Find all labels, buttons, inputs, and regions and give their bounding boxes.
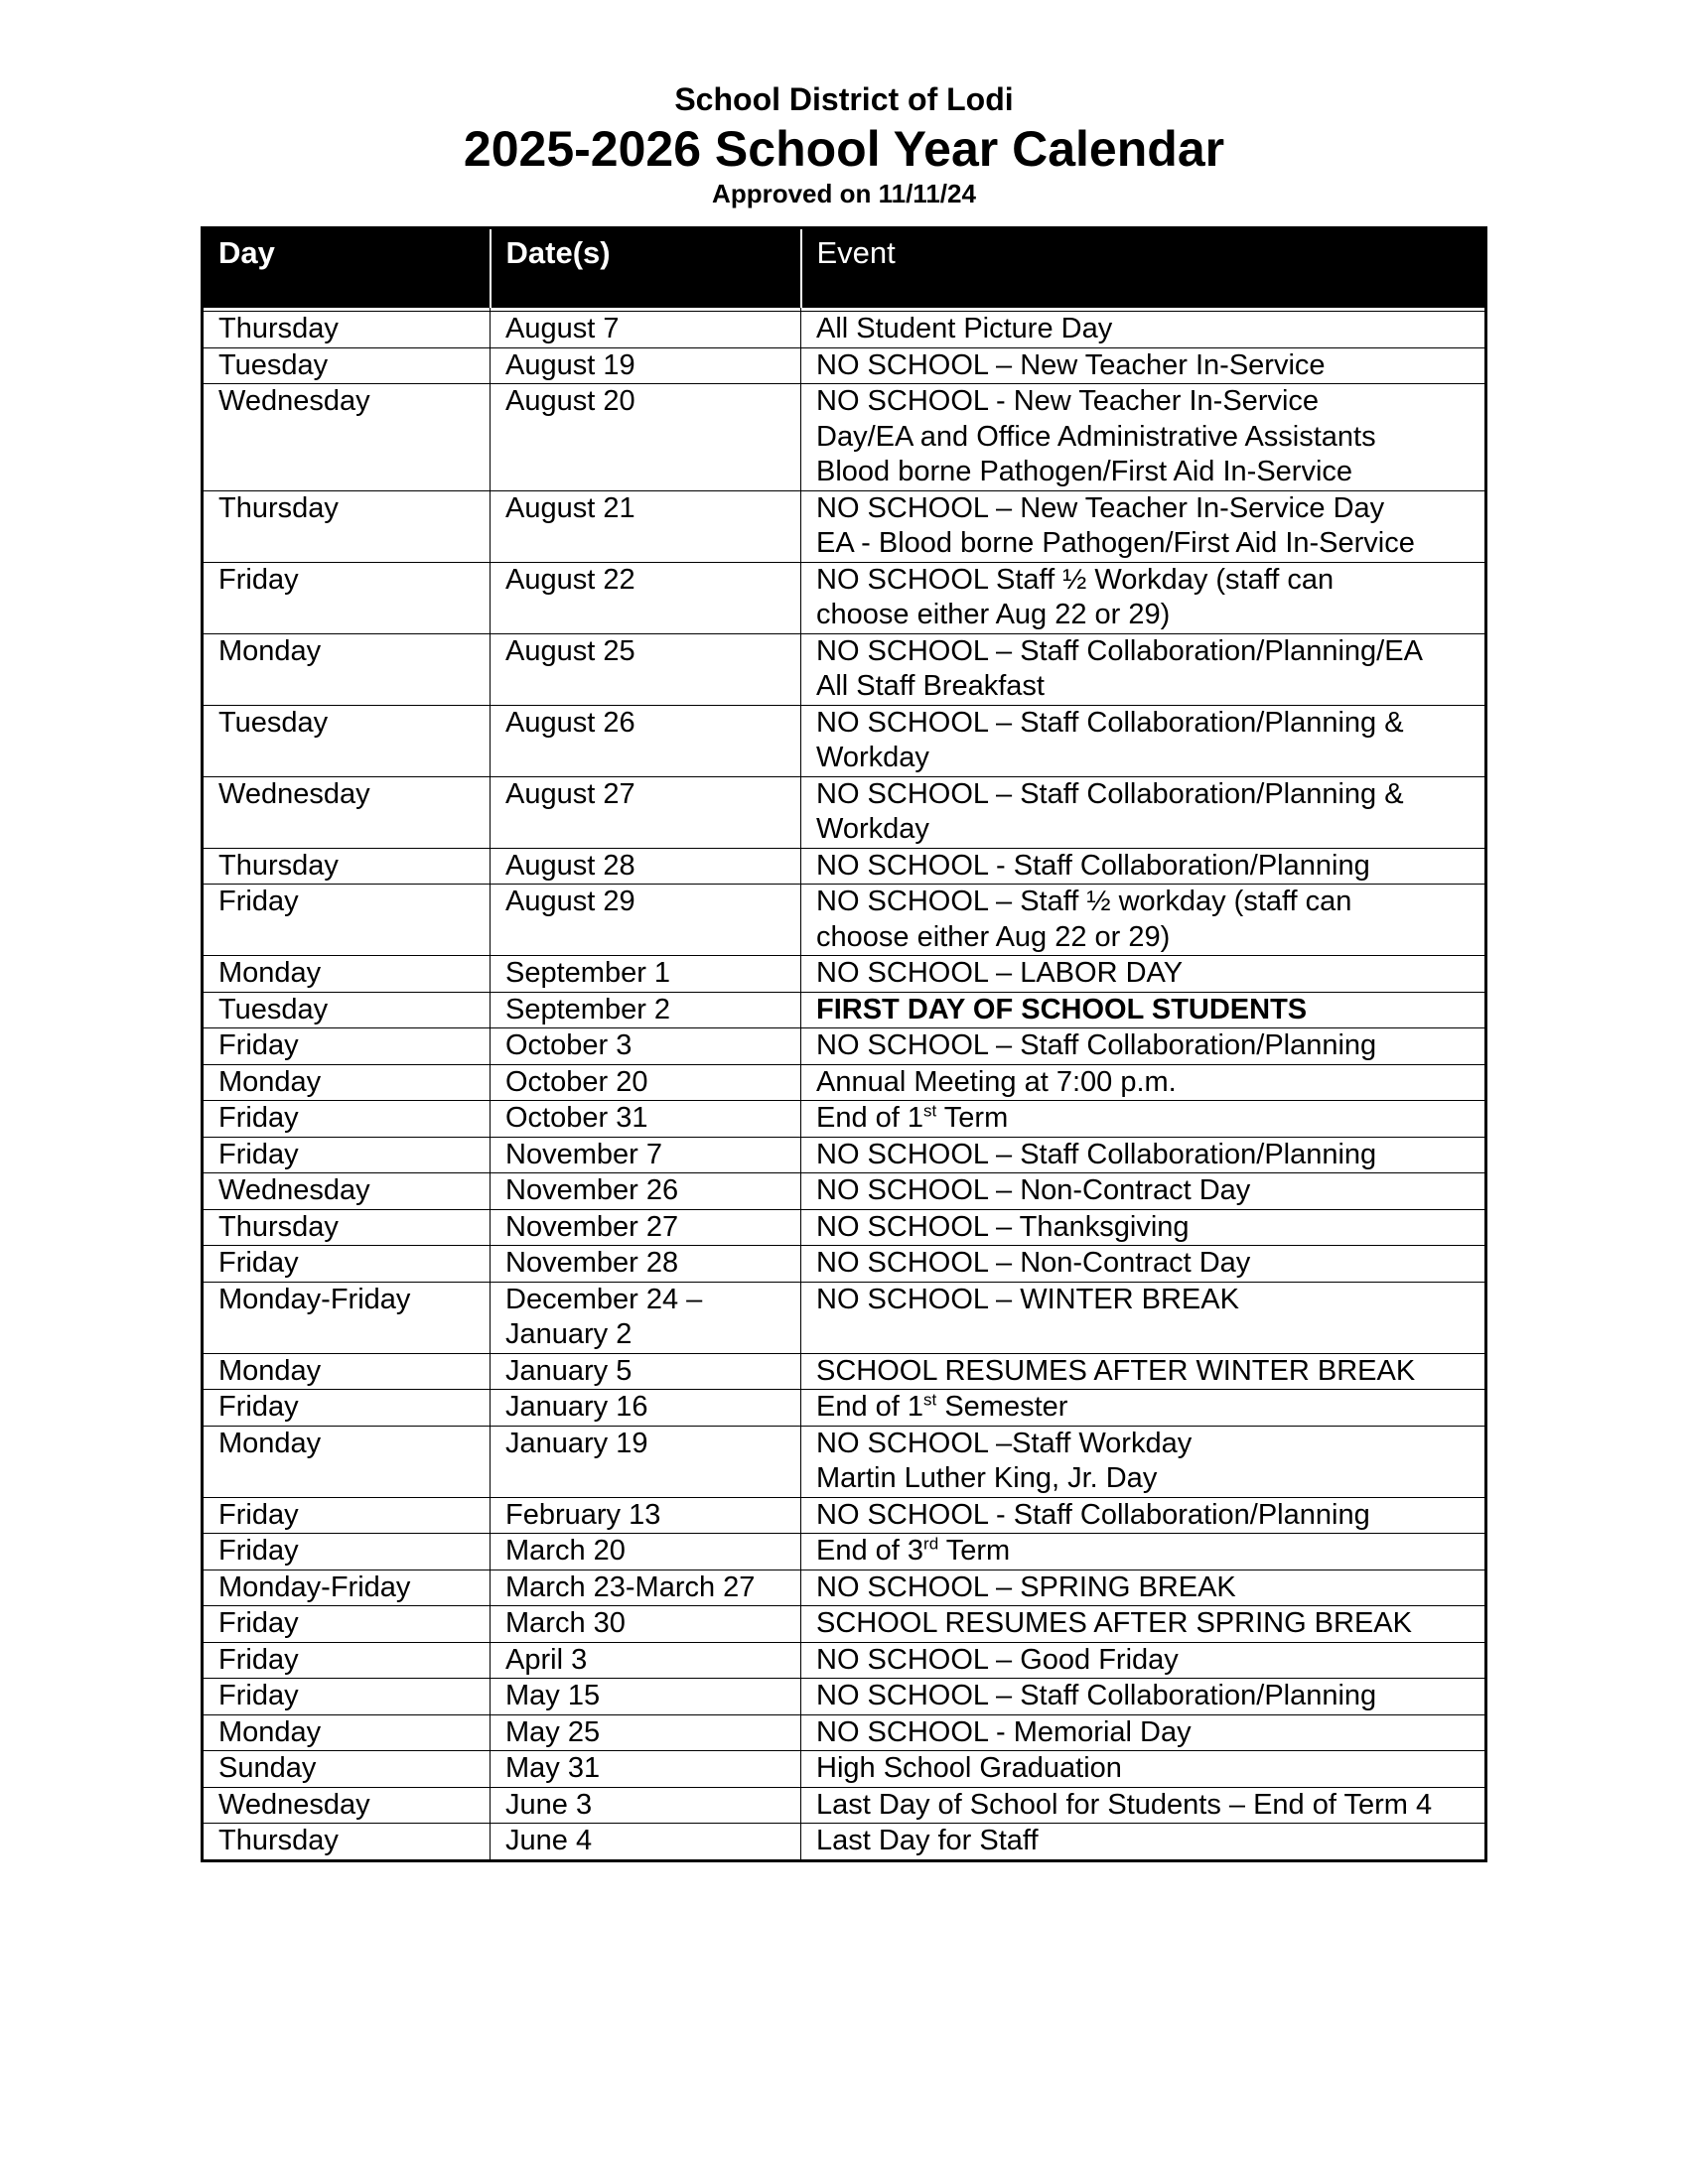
cell-day: Monday [203, 1353, 491, 1390]
cell-day: Thursday [203, 848, 491, 885]
cell-event: NO SCHOOL – Staff Collaboration/Planning [801, 1137, 1486, 1173]
cell-date: January 16 [491, 1390, 801, 1427]
cell-event: NO SCHOOL – SPRING BREAK [801, 1570, 1486, 1606]
calendar-table [201, 226, 1487, 1862]
cell-day: Friday [203, 1101, 491, 1138]
cell-day: Monday [203, 1064, 491, 1101]
cell-date: October 20 [491, 1064, 801, 1101]
cell-event: NO SCHOOL – LABOR DAY [801, 956, 1486, 993]
cell-event: NO SCHOOL –Staff Workday Martin Luther King, Jr. Day [801, 1426, 1486, 1497]
table-row [203, 633, 1486, 705]
table-row [203, 1390, 1486, 1427]
cell-event: NO SCHOOL – Staff Collaboration/Planning & Workday [801, 705, 1486, 776]
cell-date: August 7 [491, 312, 801, 348]
ordinal-suffix: st [923, 1390, 937, 1410]
event-text: Term [938, 1535, 1011, 1567]
table-row [203, 1282, 1486, 1353]
cell-event [801, 1390, 1486, 1427]
table-row [203, 1570, 1486, 1606]
table-row [203, 384, 1486, 491]
cell-date: March 20 [491, 1534, 801, 1570]
cell-event: All Student Picture Day [801, 312, 1486, 348]
table-row [203, 1606, 1486, 1643]
cell-day: Friday [203, 1642, 491, 1679]
cell-day: Monday-Friday [203, 1570, 491, 1606]
cell-day: Thursday [203, 490, 491, 562]
table-row [203, 1534, 1486, 1570]
cell-day: Friday [203, 1137, 491, 1173]
cell-event: NO SCHOOL – New Teacher In-Service [801, 347, 1486, 384]
cell-day: Wednesday [203, 1173, 491, 1210]
cell-day: Friday [203, 1246, 491, 1283]
cell-date: August 19 [491, 347, 801, 384]
cell-date: April 3 [491, 1642, 801, 1679]
cell-event: NO SCHOOL - New Teacher In-Service Day/EA and Office Administrative Assistants Blood borne Pathogen/First Aid In-Service [801, 384, 1486, 491]
table-row [203, 1426, 1486, 1497]
cell-day: Tuesday [203, 347, 491, 384]
cell-date: October 3 [491, 1028, 801, 1065]
cell-day: Tuesday [203, 992, 491, 1028]
cell-date: August 22 [491, 562, 801, 633]
cell-day: Friday [203, 1497, 491, 1534]
table-row [203, 1246, 1486, 1283]
cell-event: NO SCHOOL – WINTER BREAK [801, 1282, 1486, 1353]
cell-date: August 26 [491, 705, 801, 776]
cell-date: November 27 [491, 1209, 801, 1246]
cell-day: Wednesday [203, 776, 491, 848]
column-header-day: Day [203, 228, 491, 308]
table-row [203, 1101, 1486, 1138]
event-text: Semester [936, 1391, 1068, 1423]
table-row [203, 1137, 1486, 1173]
district-name: School District of Lodi [674, 81, 1014, 117]
cell-date: January 19 [491, 1426, 801, 1497]
cell-event: Last Day for Staff [801, 1824, 1486, 1861]
table-row [203, 312, 1486, 348]
table-row [203, 490, 1486, 562]
table-row [203, 1679, 1486, 1715]
cell-date: August 20 [491, 384, 801, 491]
cell-day: Friday [203, 562, 491, 633]
cell-event: Annual Meeting at 7:00 p.m. [801, 1064, 1486, 1101]
event-text: End of 1 [816, 1102, 924, 1134]
cell-day: Monday-Friday [203, 1282, 491, 1353]
cell-event: NO SCHOOL Staff ½ Workday (staff can choose either Aug 22 or 29) [801, 562, 1486, 633]
table-row [203, 1787, 1486, 1824]
cell-date: May 31 [491, 1751, 801, 1788]
cell-event: High School Graduation [801, 1751, 1486, 1788]
cell-day: Friday [203, 885, 491, 956]
cell-date: August 28 [491, 848, 801, 885]
cell-event: NO SCHOOL – Staff Collaboration/Planning/EA All Staff Breakfast [801, 633, 1486, 705]
cell-day: Thursday [203, 312, 491, 348]
table-row [203, 1173, 1486, 1210]
column-header-event: Event [801, 228, 1486, 308]
table-row [203, 776, 1486, 848]
calendar-title: 2025-2026 School Year Calendar [463, 121, 1225, 177]
cell-date: August 25 [491, 633, 801, 705]
table-header-row [203, 228, 1486, 308]
cell-event: SCHOOL RESUMES AFTER WINTER BREAK [801, 1353, 1486, 1390]
cell-day: Monday [203, 633, 491, 705]
cell-date: June 3 [491, 1787, 801, 1824]
cell-event [801, 1101, 1486, 1138]
cell-day: Friday [203, 1390, 491, 1427]
table-row [203, 1714, 1486, 1751]
cell-day: Monday [203, 956, 491, 993]
event-text: End of 3 [816, 1535, 924, 1567]
cell-event: NO SCHOOL – Non-Contract Day [801, 1173, 1486, 1210]
ordinal-suffix: st [923, 1101, 937, 1121]
cell-event: NO SCHOOL - Staff Collaboration/Planning [801, 1497, 1486, 1534]
table-row [203, 347, 1486, 384]
table-row [203, 1642, 1486, 1679]
cell-event: NO SCHOOL – Staff Collaboration/Planning [801, 1679, 1486, 1715]
event-text: Term [936, 1102, 1009, 1134]
cell-date: November 26 [491, 1173, 801, 1210]
cell-event: NO SCHOOL – Staff ½ workday (staff can choose either Aug 22 or 29) [801, 885, 1486, 956]
calendar-table-body [203, 308, 1486, 1861]
cell-event: FIRST DAY OF SCHOOL STUDENTS [801, 992, 1486, 1028]
cell-day: Thursday [203, 1209, 491, 1246]
table-row [203, 1824, 1486, 1861]
cell-date: September 2 [491, 992, 801, 1028]
table-row [203, 562, 1486, 633]
table-row [203, 1028, 1486, 1065]
cell-day: Wednesday [203, 1787, 491, 1824]
table-row [203, 1751, 1486, 1788]
cell-day: Wednesday [203, 384, 491, 491]
cell-day: Friday [203, 1679, 491, 1715]
cell-date: August 21 [491, 490, 801, 562]
cell-date: October 31 [491, 1101, 801, 1138]
cell-event: NO SCHOOL - Staff Collaboration/Planning [801, 848, 1486, 885]
cell-event: NO SCHOOL – Non-Contract Day [801, 1246, 1486, 1283]
cell-event: SCHOOL RESUMES AFTER SPRING BREAK [801, 1606, 1486, 1643]
table-row [203, 1497, 1486, 1534]
cell-event: Last Day of School for Students – End of Term 4 [801, 1787, 1486, 1824]
cell-event: NO SCHOOL - Memorial Day [801, 1714, 1486, 1751]
ordinal-suffix: rd [923, 1534, 939, 1554]
column-header-dates: Date(s) [491, 228, 801, 308]
cell-date: May 15 [491, 1679, 801, 1715]
cell-date: June 4 [491, 1824, 801, 1861]
table-row [203, 1064, 1486, 1101]
cell-date: January 5 [491, 1353, 801, 1390]
cell-day: Tuesday [203, 705, 491, 776]
table-row [203, 848, 1486, 885]
cell-day: Sunday [203, 1751, 491, 1788]
cell-day: Monday [203, 1714, 491, 1751]
table-row [203, 1353, 1486, 1390]
cell-date: November 28 [491, 1246, 801, 1283]
event-text: End of 1 [816, 1391, 924, 1423]
cell-event: NO SCHOOL – Staff Collaboration/Planning [801, 1028, 1486, 1065]
cell-event: NO SCHOOL – New Teacher In-Service Day EA - Blood borne Pathogen/First Aid In-Service [801, 490, 1486, 562]
cell-date: November 7 [491, 1137, 801, 1173]
cell-day: Thursday [203, 1824, 491, 1861]
cell-day: Friday [203, 1534, 491, 1570]
cell-date: September 1 [491, 956, 801, 993]
cell-event: NO SCHOOL – Thanksgiving [801, 1209, 1486, 1246]
cell-date: March 30 [491, 1606, 801, 1643]
cell-date: August 27 [491, 776, 801, 848]
cell-date: February 13 [491, 1497, 801, 1534]
cell-date: May 25 [491, 1714, 801, 1751]
approval-note: Approved on 11/11/24 [712, 179, 976, 208]
cell-date: March 23-March 27 [491, 1570, 801, 1606]
table-row [203, 956, 1486, 993]
cell-event: NO SCHOOL – Good Friday [801, 1642, 1486, 1679]
table-row [203, 1209, 1486, 1246]
table-row [203, 885, 1486, 956]
table-row [203, 705, 1486, 776]
cell-day: Monday [203, 1426, 491, 1497]
cell-day: Friday [203, 1028, 491, 1065]
cell-date: August 29 [491, 885, 801, 956]
cell-event: NO SCHOOL – Staff Collaboration/Planning & Workday [801, 776, 1486, 848]
cell-event [801, 1534, 1486, 1570]
cell-date: December 24 – January 2 [491, 1282, 801, 1353]
table-row [203, 992, 1486, 1028]
cell-day: Friday [203, 1606, 491, 1643]
